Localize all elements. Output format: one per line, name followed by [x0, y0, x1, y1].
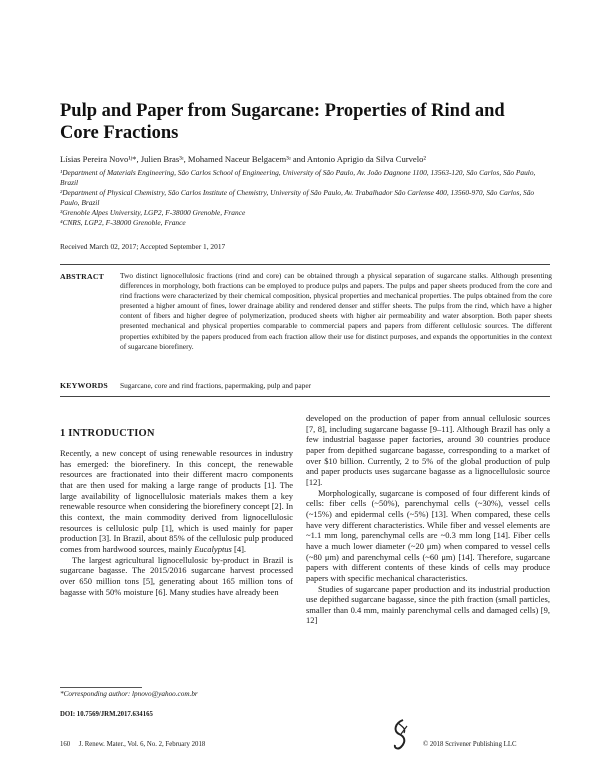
affiliations — [60, 168, 555, 227]
intro-paragraph-1 — [60, 448, 293, 555]
keywords-text: Sugarcane, core and rind fractions, papermaking, pulp and paper — [120, 381, 312, 390]
body-column-left — [60, 448, 293, 597]
corresponding-author-footnote: *Corresponding author: lpnovo@yahoo.com.br — [60, 690, 198, 698]
journal-citation-footer: 160 J. Renew. Mater., Vol. 6, No. 2, February 2018 — [60, 741, 206, 748]
affiliation-1: ¹Department of Materials Engineering, São Carlos School of Engineering, University of São Paulo, Av. João Dagnone 1100, 13563-120, São Carlos, São Paulo, Brazil — [60, 168, 536, 187]
body-column-right — [306, 413, 550, 626]
copyright-footer: © 2018 Scrivener Publishing LLC — [423, 741, 517, 748]
intro-p1-italic: Eucalyptus — [194, 543, 232, 554]
intro-p1-end: [4]. — [231, 543, 247, 554]
intro-paragraph-5: Studies of sugarcane paper production and its industrial production use depithed sugarcane bagasse, since the pith fraction (small particles, smaller than 0.4 mm, mainly parenchymal cells and damaged cells) [9, 12] — [306, 583, 550, 626]
affiliation-4: ⁴CNRS, LGP2, F-38000 Grenoble, France — [60, 217, 186, 227]
affiliation-2: ²Department of Physical Chemistry, São Carlos Institute of Chemistry, University of São Paulo, Av. Trabalhador São Carlense 400, 13560-970, São Carlos, São Paulo, Brazil — [60, 187, 535, 207]
paper-title: Pulp and Paper from Sugarcane: Properties of Rind and Core Fractions — [60, 101, 505, 143]
affiliation-3: ³Grenoble Alpes University, LGP2, F-38000 Grenoble, France — [60, 207, 246, 217]
abstract-label: ABSTRACT — [60, 272, 105, 281]
publisher-logo-icon — [389, 717, 413, 751]
section-heading-introduction: 1 INTRODUCTION — [60, 428, 155, 439]
received-date: Received March 02, 2017; Accepted September 1, 2017 — [60, 242, 226, 251]
intro-paragraph-4: Morphologically, sugarcane is composed of four different kinds of cells: fiber cells (~50%), parenchymal cells (~30%), vessel cells (~15%) and epidermal cells (~5%) [13]. When compared, these cells have very different characteristics. While fiber and vessel elements are ~1.1 mm long, parenchymal cells are ~0.3 mm long [14]. Fiber cells have a much lower diameter (~20 μm) when compared to vessel cells (~80 μm) and parenchymal cells (~60 μm) [14]. Therefore, sugarcane papers with different contents of these kinds of cells may produce papers with specific mechanical characteristics. — [306, 487, 550, 583]
doi: DOI: 10.7569/JRM.2017.634165 — [60, 711, 153, 718]
footnote-rule — [60, 687, 142, 688]
keywords-label: KEYWORDS — [60, 381, 108, 390]
abstract-bottom-rule — [60, 396, 550, 397]
abstract-text: Two distinct lignocellulosic fractions (rind and core) can be obtained through a physical separation of sugarcane stalks. Although presenting differences in morphology, both fractions can be employed to produce pulps and papers. The pulps and paper sheets produced from the core and rind fractions were characterized by their chemical composition, physical properties and mechanical properties. The pulps obtained from the core presented a higher amount of fines, lower drainage ability and rendered denser and stiffer sheets. The pulps from the rind, which have a higher content of fibers and higher degree of polymerization, produced sheets with higher air permeability and water absorption. Both paper sheets presented mechanical and physical properties comparable to commercial papers and papers from different cellulosic sources. The different properties exhibited by the papers produced from each fraction allow their use for distinct purposes, and expands the opportunities in the context of sugarcane biorefinery. — [120, 271, 552, 351]
intro-paragraph-3: developed on the production of paper from annual cellulosic sources [7, 8], including sugarcane bagasse [9–11]. Although Brazil has only a few industrial bagasse paper factories, around 30 countries produce paper from depithed sugarcane bagasse, corresponding to a market of over $10 billion. Currently, 2 to 5% of the global production of pulp and paper products uses sugarcane bagasse as a lignocellulosic source [12]. — [306, 413, 550, 487]
intro-paragraph-2: The largest agricultural lignocellulosic by-product in Brazil is sugarcane bagasse. The 2015/2016 sugarcane harvest processed over 650 million tons [5], generating about 165 million tons of bagasse with 50% moisture [6]. Many studies have already been — [60, 554, 293, 597]
intro-p1-text: Recently, a new concept of using renewable resources in industry has emerged: the biorefinery. In this concept, the renewable resources are fractionated into their different macro components that are then used for making a large range of products [1]. The large availability of lignocellulosic materials makes them a key renewable resource when considering the biorefinery concept [2]. In this context, the main commodity derived from lignocellulosic resources is cellulosic pulp [1], which is used mainly for paper production [3]. In Brazil, about 85% of the cellulosic pulp produced comes from hardwood sources, mainly — [60, 448, 293, 554]
author-list: Lísias Pereira Novo¹ʲ*, Julien Bras³ʴ, Mohamed Naceur Belgacem³ʴ and Antonio Aprigio da Silva Curvelo² — [60, 154, 426, 164]
abstract-top-rule — [60, 264, 550, 265]
